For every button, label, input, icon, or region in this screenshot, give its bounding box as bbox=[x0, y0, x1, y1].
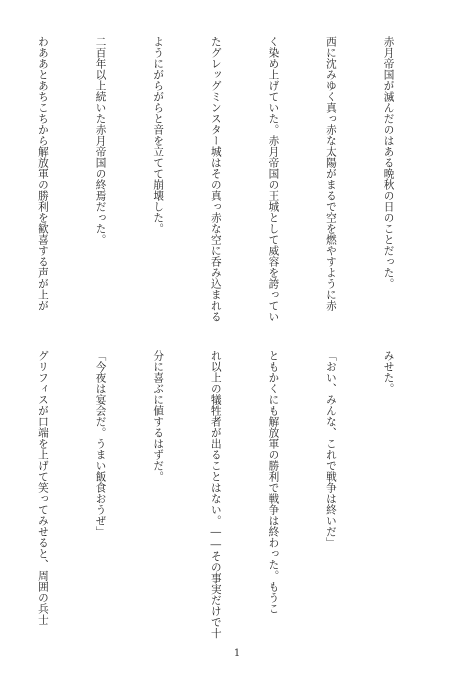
text-line: く染め上げていた。赤月帝国の王城として威容を誇ってい bbox=[267, 36, 280, 322]
text-line: 赤月帝国が滅んだのはある晩秋の日のことだった。 bbox=[382, 36, 395, 289]
text-line: わああとあちこちから解放軍の勝利を歓喜する声が上が bbox=[36, 36, 49, 311]
text-line: 「今夜は宴会だ。うまい飯食おうぜ」 bbox=[94, 350, 107, 537]
text-line: みせた。 bbox=[382, 350, 395, 394]
text-line: 分に喜ぶに値するはずだ。 bbox=[152, 350, 165, 482]
text-line: ともかくにも解放軍の勝利で戦争は終わった。もうこ bbox=[267, 350, 280, 614]
page-number: 1 bbox=[233, 648, 241, 659]
text-line: たグレッグミンスター城はその真っ赤な空に呑み込まれる bbox=[209, 36, 222, 322]
text-line: グリフィスが口端を上げて笑ってみせると、周囲の兵士 bbox=[36, 350, 49, 625]
text-line: 西に沈みゆく真っ赤な太陽がまるで空を燃やすように赤 bbox=[324, 36, 337, 311]
text-line: れ以上の犠牲者が出ることはない。――その事実だけで十 bbox=[209, 350, 222, 639]
text-block-lower bbox=[0, 350, 436, 639]
text-line: ようにがらがらと音を立てて崩壊した。 bbox=[152, 36, 165, 234]
text-line: 二百年以上続いた赤月帝国の終焉だった。 bbox=[94, 36, 107, 245]
text-line: 「おい、みんな、これで戦争は終いだ」 bbox=[324, 350, 337, 548]
text-block-upper bbox=[0, 36, 436, 320]
